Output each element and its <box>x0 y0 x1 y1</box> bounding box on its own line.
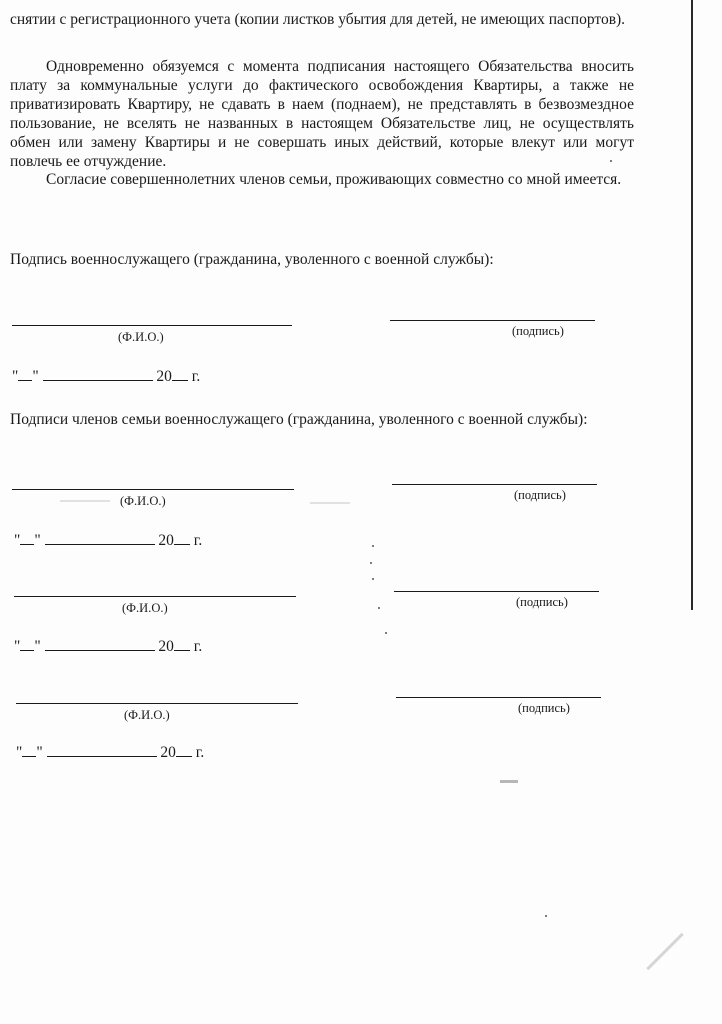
fio-line-family-1 <box>12 489 294 490</box>
paragraph-obligation: Одновременно обязуемся с момента подписания настоящего Обязательства вносить плату за коммунальные услуги до фактического освобождения Квартиры, а также не приватизировать Квартиру, не сдавать в наем (поднаем), не представлять в безвозмездное пользование, не вселять не названных в настоящем Обязательстве лиц, не осуществлять обмен или замену Квартиры и не совершать иных действий, которые влекут или могут повлечь ее отчуждение. <box>10 58 634 170</box>
fio-line-family-2 <box>14 596 296 597</box>
paragraph-registration: снятии с регистрационного учета (копии листков убытия для детей, не имеющих паспортов). <box>10 11 626 28</box>
date-field-family-2: " " 20 г. <box>14 638 203 655</box>
signature-label-family-2: (подпись) <box>516 595 568 609</box>
signature-line-family-3 <box>396 697 601 698</box>
date-field-serviceman: " " 20 г. <box>12 368 201 385</box>
scan-speck <box>610 160 612 162</box>
scan-speck <box>385 632 387 634</box>
signature-label-family-3: (подпись) <box>518 701 570 715</box>
fio-line-serviceman <box>12 325 292 326</box>
scan-smudge <box>646 933 683 970</box>
scan-speck <box>378 607 380 609</box>
scan-speck <box>372 545 374 547</box>
date-field-family-3: " " 20 г. <box>16 744 205 761</box>
paragraph-consent: Согласие совершеннолетних членов семьи, проживающих совместно со мной имеется. <box>46 171 622 188</box>
scan-smudge <box>310 502 350 504</box>
fio-label-family-1: (Ф.И.О.) <box>120 494 166 508</box>
family-signatures-heading: Подписи членов семьи военнослужащего (гражданина, уволенного с военной службы): <box>10 411 588 428</box>
fio-label-family-3: (Ф.И.О.) <box>124 708 170 722</box>
signature-line-family-1 <box>392 484 597 485</box>
scan-speck <box>545 915 547 917</box>
signature-line-family-2 <box>394 591 599 592</box>
signature-line-serviceman <box>390 320 595 321</box>
scan-smudge <box>60 500 110 502</box>
fio-label-serviceman: (Ф.И.О.) <box>118 330 164 344</box>
fio-line-family-3 <box>16 703 298 704</box>
date-field-family-1: " " 20 г. <box>14 532 203 549</box>
signature-label-family-1: (подпись) <box>514 488 566 502</box>
scan-smudge <box>500 780 518 783</box>
signature-label-serviceman: (подпись) <box>512 324 564 338</box>
fio-label-family-2: (Ф.И.О.) <box>122 601 168 615</box>
scan-speck <box>370 562 372 564</box>
scan-speck <box>372 578 374 580</box>
page-border-line <box>691 0 693 610</box>
serviceman-signature-heading: Подпись военнослужащего (гражданина, уволенного с военной службы): <box>10 251 494 268</box>
